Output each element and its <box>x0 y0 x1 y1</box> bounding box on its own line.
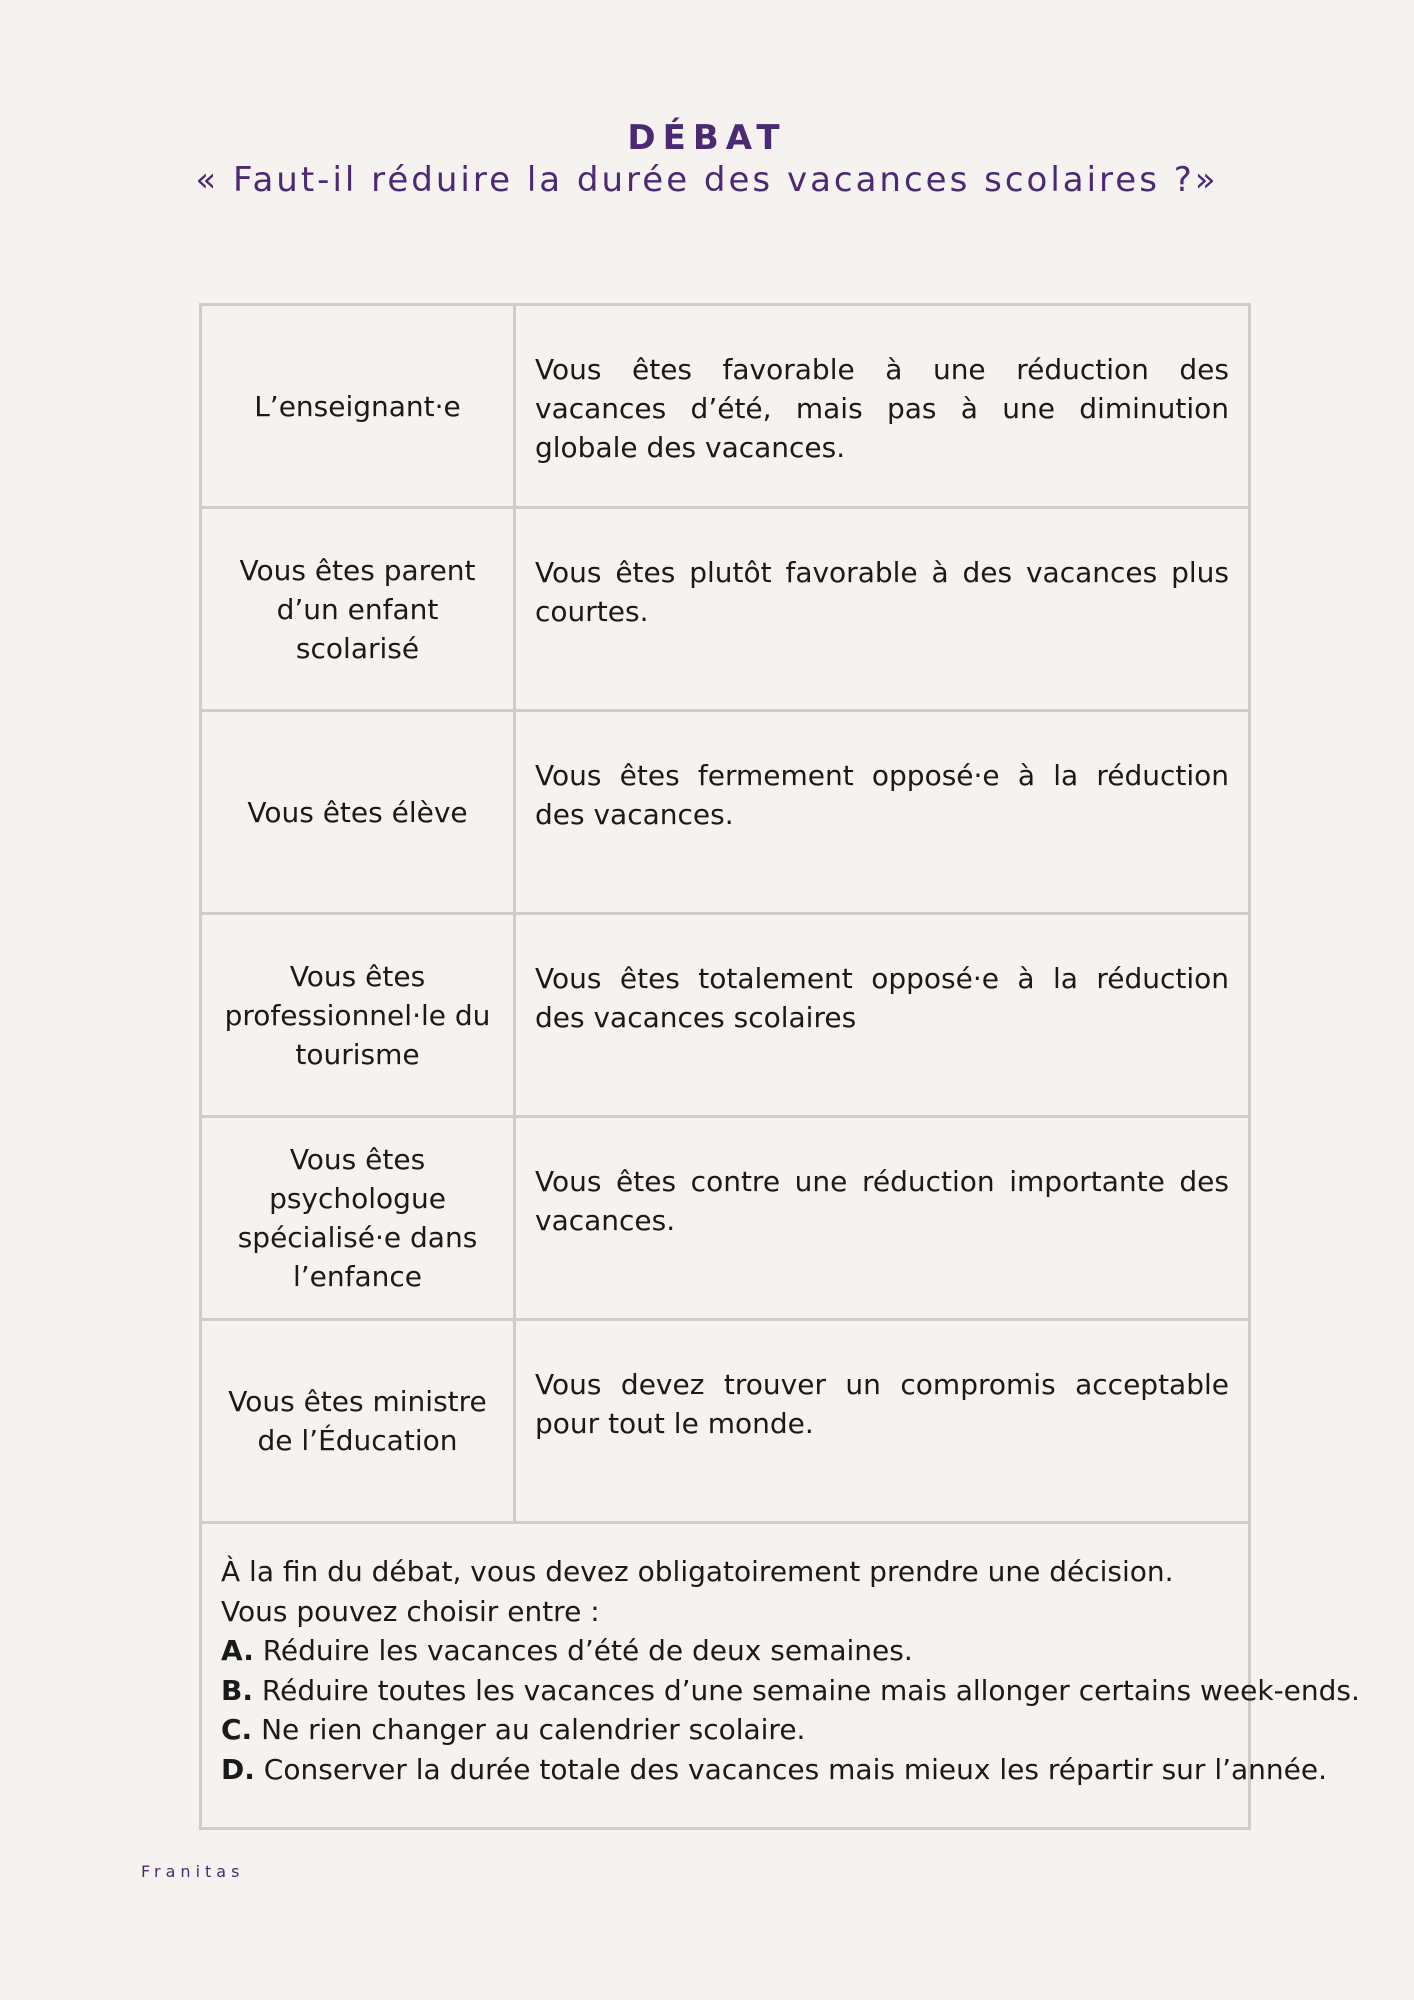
table-row <box>202 712 1248 915</box>
role-cell: Vous êtes psychologue spécialisé·e dans l’enfance <box>202 1118 516 1318</box>
option-text: Conserver la durée totale des vacances mais mieux les répartir sur l’année. <box>263 1752 1328 1786</box>
option-letter: C. <box>221 1713 253 1746</box>
debate-question: « Faut-il réduire la durée des vacances scolaires ?» <box>195 160 1219 200</box>
decision-intro: À la fin du débat, vous devez obligatoirement prendre une décision. <box>221 1555 1174 1588</box>
option-letter: A. <box>221 1634 254 1667</box>
roles-table <box>199 303 1360 1830</box>
stance-cell: Vous êtes totalement opposé·e à la réduction des vacances scolaires <box>535 962 1229 1034</box>
decision-options <box>202 1524 1360 1827</box>
option-b <box>221 1671 1360 1711</box>
role-cell: Vous êtes parent d’un enfant scolarisé <box>202 509 516 709</box>
role-cell: Vous êtes élève <box>202 712 516 912</box>
stance-cell: Vous devez trouver un compromis acceptable pour tout le monde. <box>535 1368 1229 1440</box>
option-d <box>221 1750 1328 1790</box>
decision-prompt: Vous pouvez choisir entre : <box>221 1594 600 1628</box>
stance-cell: Vous êtes contre une réduction importante des vacances. <box>535 1165 1229 1237</box>
table-row <box>202 1321 1248 1524</box>
option-a <box>221 1631 1229 1671</box>
page-title: DÉBAT <box>627 118 787 158</box>
role-cell: Vous êtes professionnel·le du tourisme <box>202 915 516 1115</box>
option-text: Ne rien changer au calendrier scolaire. <box>261 1713 806 1746</box>
brand-footer: Franitas <box>141 1862 245 1881</box>
table-row <box>202 509 1248 712</box>
table-row <box>202 306 1248 509</box>
stance-cell: Vous êtes plutôt favorable à des vacances plus courtes. <box>535 556 1229 628</box>
role-cell: L’enseignant·e <box>202 306 516 506</box>
option-c <box>221 1710 1229 1750</box>
stance-cell: Vous êtes favorable à une réduction des vacances d’été, mais pas à une diminution globale des vacances. <box>535 353 1229 464</box>
option-letter: D. <box>221 1752 255 1786</box>
table-row <box>202 915 1248 1118</box>
role-cell: Vous êtes ministre de l’Éducation <box>202 1321 516 1521</box>
option-text: Réduire les vacances d’été de deux semaines. <box>262 1634 913 1667</box>
option-letter: B. <box>221 1673 253 1707</box>
stance-cell: Vous êtes fermement opposé·e à la réduction des vacances. <box>535 759 1229 831</box>
option-text: Réduire toutes les vacances d’une semaine mais allonger certains week-ends. <box>261 1673 1360 1707</box>
table-row <box>202 1118 1248 1321</box>
